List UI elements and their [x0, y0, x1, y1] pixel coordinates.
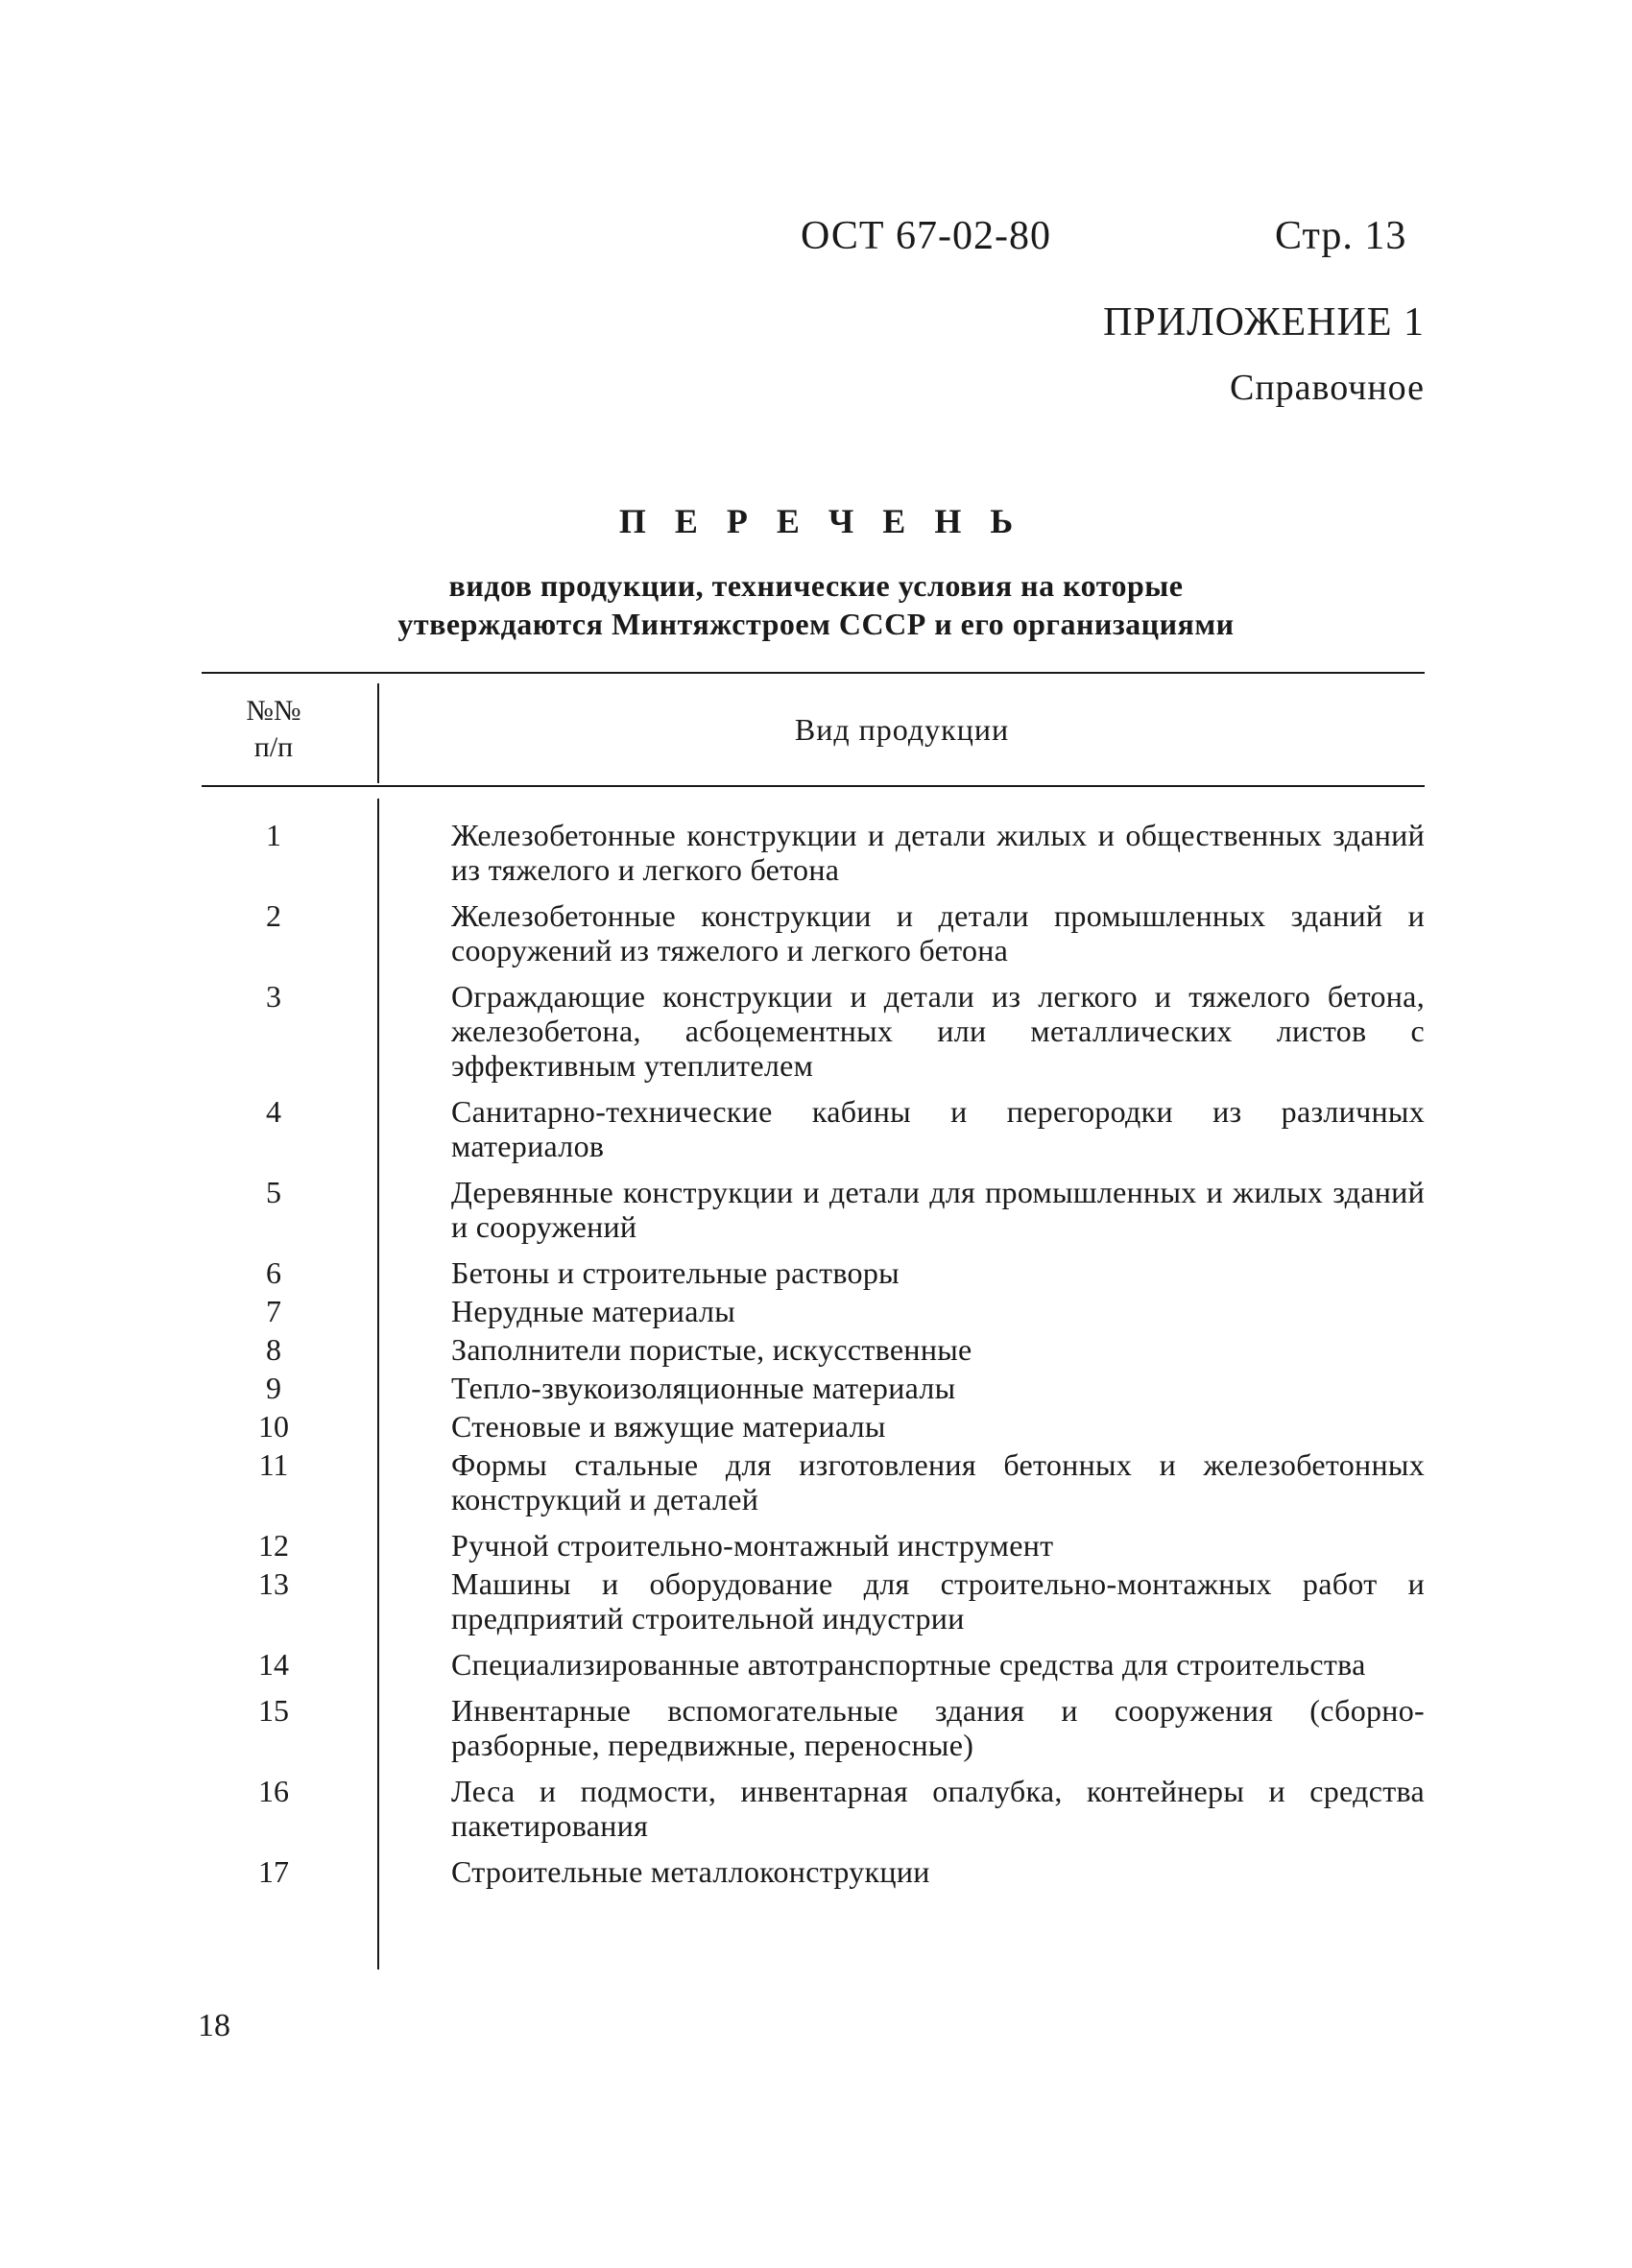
row-number: 3 — [266, 979, 281, 1014]
row-number: 17 — [258, 1854, 289, 1889]
row-number: 4 — [266, 1094, 281, 1129]
row-number: 1 — [266, 818, 281, 852]
row-product-type: Машины и оборудование для строительно-монтажных работ и предприятий строительной индустрии — [451, 1566, 1425, 1635]
column-header-number-line-2: п/п — [253, 731, 294, 763]
row-product-type: Леса и подмости, инвентарная опалубка, контейнеры и средства пакетирования — [451, 1774, 1425, 1843]
column-header-number-line-1: №№ — [246, 695, 301, 727]
row-product-type: Железобетонные конструкции и детали промышленных зданий и сооружений из тяжелого и легкого бетона — [451, 898, 1425, 967]
column-header-product-type: Вид продукции — [794, 712, 1010, 747]
row-number: 10 — [258, 1409, 289, 1444]
table-row — [202, 1647, 1425, 1682]
list-subtitle — [0, 566, 1632, 643]
appendix-title: ПРИЛОЖЕНИЕ 1 — [1103, 300, 1425, 345]
table-row — [202, 1409, 1425, 1444]
row-number: 11 — [258, 1447, 289, 1482]
table-row — [202, 1854, 1425, 1889]
row-product-type: Деревянные конструкции и детали для промышленных и жилых зданий и сооружений — [451, 1175, 1425, 1244]
table-row — [202, 898, 1425, 967]
row-product-type: Тепло-звукоизоляционные материалы — [451, 1371, 956, 1405]
row-number: 9 — [266, 1371, 281, 1405]
row-product-type: Железобетонные конструкции и детали жилых и общественных зданий из тяжелого и легкого бетона — [451, 818, 1425, 887]
table-row — [202, 1566, 1425, 1635]
document-code: ОСТ 67-02-80 — [801, 214, 1051, 258]
table-row — [202, 1693, 1425, 1762]
row-product-type: Специализированные автотранспортные средства для строительства — [451, 1647, 1366, 1682]
table-row — [202, 979, 1425, 1083]
row-number: 2 — [266, 898, 281, 933]
appendix-note: Справочное — [1229, 368, 1425, 408]
table-row — [202, 1774, 1425, 1843]
table-row — [202, 1371, 1425, 1405]
table-row — [202, 1528, 1425, 1563]
table-row — [202, 818, 1425, 887]
row-number: 8 — [266, 1332, 281, 1367]
list-subtitle-line-1: видов продукции, технические условия на которые — [448, 568, 1184, 603]
list-subtitle-line-2: утверждаются Минтяжстроем СССР и его организациями — [397, 607, 1235, 641]
page-label: Стр. 13 — [1275, 214, 1407, 258]
table-body — [202, 818, 1425, 1893]
row-number: 5 — [266, 1175, 281, 1209]
row-number: 14 — [258, 1647, 289, 1682]
row-product-type: Нерудные материалы — [451, 1294, 736, 1328]
column-header-number — [202, 693, 346, 766]
table-row — [202, 1294, 1425, 1328]
table-row — [202, 1175, 1425, 1244]
row-product-type: Формы стальные для изготовления бетонных и железобетонных конструкций и деталей — [451, 1447, 1425, 1516]
row-product-type: Ручной строительно-монтажный инструмент — [451, 1528, 1054, 1563]
row-product-type: Бетоны и строительные растворы — [451, 1255, 900, 1290]
row-number: 6 — [266, 1255, 281, 1290]
row-number: 15 — [258, 1693, 289, 1728]
table-row — [202, 1255, 1425, 1290]
row-number: 13 — [258, 1566, 289, 1601]
row-number: 12 — [258, 1528, 289, 1563]
row-product-type: Санитарно-технические кабины и перегородки из различных материалов — [451, 1094, 1425, 1163]
row-number: 16 — [258, 1774, 289, 1808]
table-top-rule — [202, 672, 1425, 674]
table-row — [202, 1332, 1425, 1367]
row-product-type: Стеновые и вяжущие материалы — [451, 1409, 886, 1444]
table-row — [202, 1094, 1425, 1163]
row-product-type: Инвентарные вспомогательные здания и сооружения (сборно-разборные, передвижные, переносные) — [451, 1693, 1425, 1762]
row-number: 7 — [266, 1294, 281, 1328]
page-number: 18 — [198, 2008, 230, 2043]
row-product-type: Ограждающие конструкции и детали из легкого и тяжелого бетона, железобетона, асбоцементных или металлических листов с эффективным утеплителем — [451, 979, 1425, 1083]
row-product-type: Заполнители пористые, искусственные — [451, 1332, 972, 1367]
table-header-rule — [202, 785, 1425, 787]
row-product-type: Строительные металлоконструкции — [451, 1854, 930, 1889]
table-row — [202, 1447, 1425, 1516]
list-title: ПЕРЕЧЕНЬ — [618, 502, 1043, 540]
